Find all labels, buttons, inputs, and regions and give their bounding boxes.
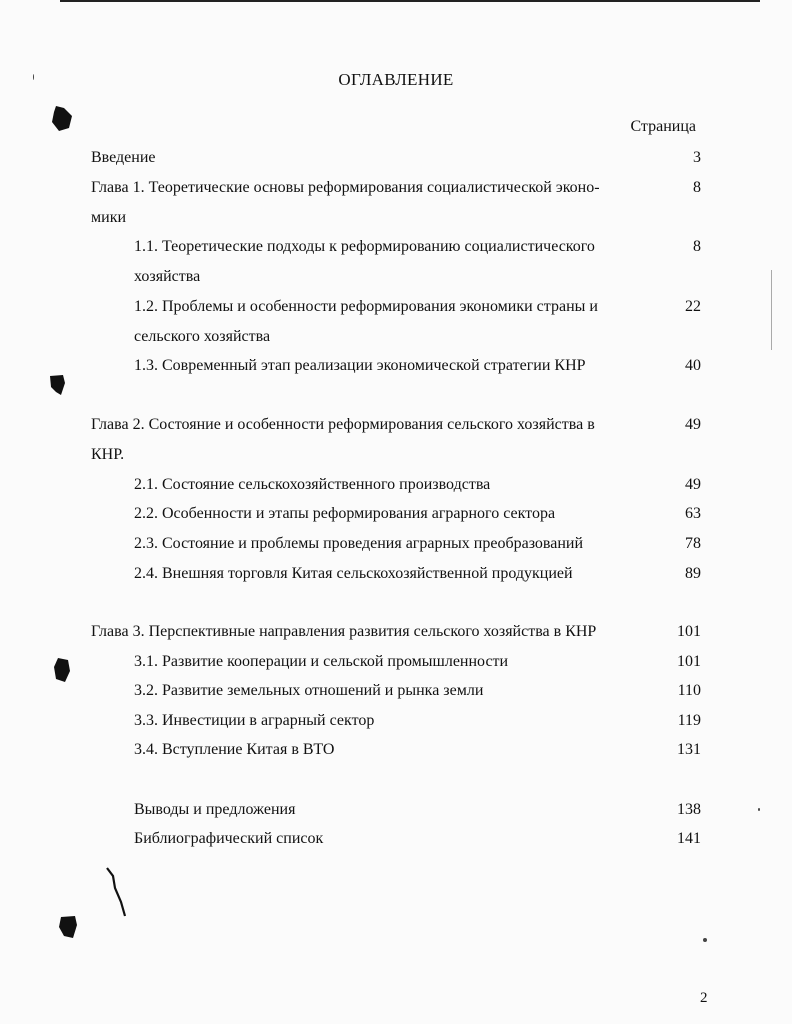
toc-page-chapter-1: 8 bbox=[693, 179, 701, 196]
toc-page-conclusions: 138 bbox=[677, 801, 701, 818]
toc-page-1-3: 40 bbox=[685, 357, 701, 374]
toc-entry-3-4: 3.4. Вступление Китая в ВТО bbox=[134, 741, 335, 758]
scan-blot-3 bbox=[53, 657, 71, 683]
toc-page-intro: 3 bbox=[693, 149, 701, 166]
toc-entry-chapter-2: Глава 2. Состояние и особенности реформирования сельского хозяйства в bbox=[91, 416, 595, 433]
toc-entry-2-1: 2.1. Состояние сельскохозяйственного производства bbox=[134, 476, 491, 493]
top-border-rule bbox=[60, 0, 760, 2]
toc-entry-1-1: 1.1. Теоретические подходы к реформированию социалистического bbox=[134, 238, 595, 255]
scan-blot-2 bbox=[48, 374, 66, 396]
toc-page-3-4: 131 bbox=[677, 741, 701, 758]
toc-page-chapter-3: 101 bbox=[677, 623, 701, 640]
toc-entry-2-2: 2.2. Особенности и этапы реформирования аграрного сектора bbox=[134, 505, 556, 522]
toc-page-2-1: 49 bbox=[685, 476, 701, 493]
toc-page-bibliography: 141 bbox=[677, 830, 701, 847]
toc-entry-intro: Введение bbox=[91, 149, 156, 166]
page-title: ОГЛАВЛЕНИЕ bbox=[338, 70, 454, 89]
scan-blot-1 bbox=[50, 104, 74, 132]
right-edge-mark bbox=[771, 270, 772, 350]
toc-page-3-2: 110 bbox=[677, 682, 701, 699]
toc-entry-bibliography: Библиографический список bbox=[134, 830, 324, 847]
toc-entry-1-3: 1.3. Современный этап реализации экономической стратегии КНР bbox=[134, 357, 586, 374]
toc-entry-2-4: 2.4. Внешняя торговля Китая сельскохозяйственной продукцией bbox=[134, 565, 573, 582]
toc-page-1-2: 22 bbox=[685, 298, 701, 315]
page-number: 2 bbox=[700, 990, 708, 1006]
toc-page-1-1: 8 bbox=[693, 238, 701, 255]
scan-speck-2 bbox=[758, 808, 760, 811]
toc-page-2-2: 63 bbox=[685, 505, 701, 522]
toc-entry-1-2: 1.2. Проблемы и особенности реформирования экономики страны и bbox=[134, 298, 598, 315]
scan-speck-3 bbox=[33, 74, 34, 80]
toc-page-chapter-2: 49 bbox=[685, 416, 701, 433]
toc-entry-3-3: 3.3. Инвестиции в аграрный сектор bbox=[134, 712, 375, 729]
scan-speck-1 bbox=[703, 938, 707, 942]
toc-page-2-3: 78 bbox=[685, 535, 701, 552]
toc-page-3-3: 119 bbox=[677, 712, 701, 729]
page-column-label: Страница bbox=[630, 118, 696, 135]
toc-entry-chapter-2-cont: КНР. bbox=[91, 446, 125, 463]
toc-entry-chapter-3: Глава 3. Перспективные направления развития сельского хозяйства в КНР bbox=[91, 623, 597, 640]
toc-page-2-4: 89 bbox=[685, 565, 701, 582]
toc-entry-1-1-cont: хозяйства bbox=[134, 268, 201, 285]
toc-entry-chapter-1: Глава 1. Теоретические основы реформирования социалистической эконо- bbox=[91, 179, 600, 196]
toc-entry-3-1: 3.1. Развитие кооперации и сельской промышленности bbox=[134, 653, 509, 670]
toc-entry-chapter-1-cont: мики bbox=[91, 209, 127, 226]
toc-entry-conclusions: Выводы и предложения bbox=[134, 801, 296, 818]
toc-entry-3-2: 3.2. Развитие земельных отношений и рынка земли bbox=[134, 682, 484, 699]
toc-entry-1-2-cont: сельского хозяйства bbox=[134, 328, 271, 345]
scan-blot-4 bbox=[58, 915, 78, 939]
toc-entry-2-3: 2.3. Состояние и проблемы проведения аграрных преобразований bbox=[134, 535, 584, 552]
toc-page-3-1: 101 bbox=[677, 653, 701, 670]
pen-stroke-mark bbox=[105, 866, 129, 918]
